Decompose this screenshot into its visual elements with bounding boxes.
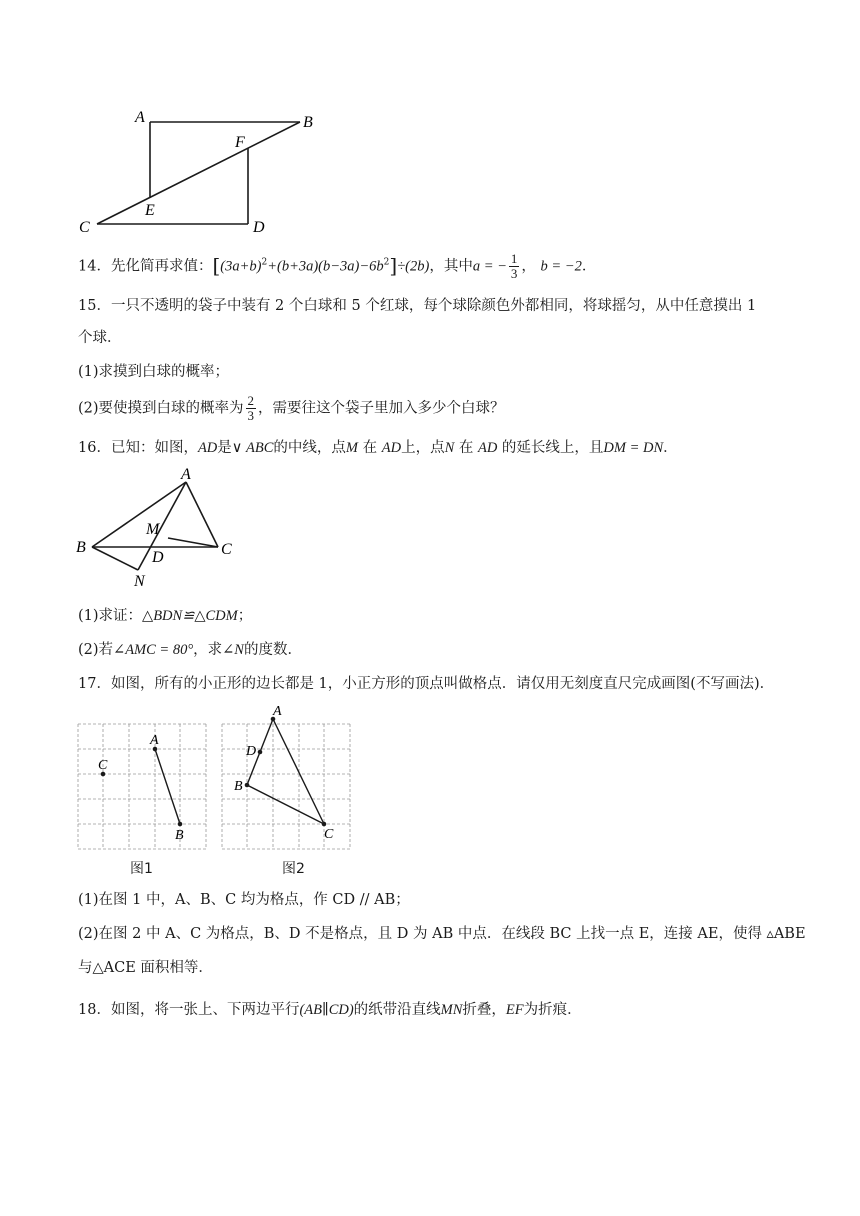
q16-t2: 是 bbox=[217, 440, 232, 456]
q14-end: ． bbox=[581, 258, 597, 275]
label-N: N bbox=[134, 573, 145, 590]
label-A: A bbox=[135, 109, 145, 126]
q16-part2-angle-n: ∠N bbox=[222, 642, 244, 658]
q16-t6: 在 bbox=[362, 440, 378, 456]
label-M: M bbox=[146, 521, 160, 538]
q18-lead: 18．如图，将一张上、下两边平行 bbox=[78, 1002, 300, 1018]
q16-t1: AD bbox=[197, 440, 218, 456]
q16-part2-end: 的度数． bbox=[243, 642, 302, 658]
q14-a-eq: a = − bbox=[472, 258, 507, 275]
q16-t12: 的延长线上，且 bbox=[501, 440, 604, 456]
label-B: B bbox=[303, 114, 313, 131]
q17-part2-line1: (2)在图 2 中 A、C 为格点，B、D 不是格点，且 D 为 AB 中点．在线段 BC 上找一点 E，连接 AE，使得 ▵ABE bbox=[78, 926, 806, 942]
q15-line2: 个球． bbox=[78, 330, 122, 346]
label-A: A bbox=[181, 466, 191, 483]
label-E: E bbox=[145, 202, 155, 219]
label-C: C bbox=[221, 541, 232, 558]
figure-q16 bbox=[72, 468, 242, 590]
q16-t14: ． bbox=[663, 440, 678, 456]
q16-part1-lead: (1)求证： bbox=[78, 608, 143, 624]
q18-mid: 的纸带沿直线 bbox=[353, 1002, 441, 1018]
label-C: C bbox=[324, 827, 334, 842]
q18-end: 为折痕． bbox=[523, 1002, 582, 1018]
q16-part1 bbox=[78, 606, 252, 626]
q14-lead: 先化简再求值： bbox=[110, 258, 213, 275]
q18-ef: EF bbox=[505, 1002, 524, 1018]
label-B: B bbox=[175, 828, 184, 843]
question-14: 14．先化简再求值：$[(3a+b)^2+(b+3a)(b-3a)-6b^2]\div(2b)$，其中a = − $\frac{1}{3}$ ， b = −2． bbox=[78, 251, 597, 281]
fig1-caption: 图1 bbox=[130, 861, 153, 877]
q16-t10: 在 bbox=[458, 440, 474, 456]
q14-expr-a: (3a+b) bbox=[220, 258, 262, 275]
label-C: C bbox=[79, 219, 90, 236]
question-16 bbox=[78, 438, 678, 458]
q16-part2 bbox=[78, 640, 302, 660]
figure-q17-2 bbox=[218, 700, 354, 852]
label-D: D bbox=[253, 219, 265, 236]
q14-exp2: 2 bbox=[383, 257, 390, 268]
figure-q17-1 bbox=[76, 722, 208, 852]
q16-lead: 16．已知：如图， bbox=[78, 440, 198, 456]
q14-expr-div: ÷(2b) bbox=[397, 258, 430, 275]
q16-part1-end: ； bbox=[237, 608, 253, 624]
q16-t13: DM = DN bbox=[603, 440, 664, 456]
label-F: F bbox=[235, 134, 245, 151]
q15-fraction: $\frac{2}{3}$ bbox=[247, 393, 255, 423]
q15-part2-lead: (2)要使摸到白球的概率为 bbox=[78, 400, 244, 417]
q14-exp1: 2 bbox=[261, 257, 268, 268]
q14-comma: ， bbox=[521, 258, 536, 275]
q15-part1: (1)求摸到白球的概率； bbox=[78, 364, 230, 380]
q14-mid: ，其中 bbox=[429, 258, 473, 275]
q16-part2-angle: ∠AMC = 80° bbox=[113, 642, 194, 658]
q14-fraction: $\frac{1}{3}$ bbox=[510, 251, 518, 281]
q16-part2-lead: (2)若 bbox=[78, 642, 114, 658]
q14-number: 14． bbox=[78, 258, 111, 275]
label-B: B bbox=[234, 779, 243, 794]
label-A: A bbox=[273, 704, 282, 719]
label-C: C bbox=[98, 758, 108, 773]
fig2-caption: 图2 bbox=[282, 861, 305, 877]
q16-t4: 的中线，点 bbox=[273, 440, 346, 456]
q17-line1: 17．如图，所有的小正形的边长都是 1，小正方形的顶点叫做格点．请仅用无刻度直尺完成画图(不写画法)． bbox=[78, 676, 775, 692]
label-D: D bbox=[152, 549, 164, 566]
q16-part2-mid: ，求 bbox=[193, 642, 223, 658]
q18-fold: 折叠， bbox=[462, 1002, 506, 1018]
label-D: D bbox=[246, 744, 257, 759]
q16-t3: ∨ ABC bbox=[231, 440, 274, 456]
q16-t9: N bbox=[444, 440, 455, 456]
q16-t5: M bbox=[345, 440, 359, 456]
q15-line1: 15．一只不透明的袋子中装有 2 个白球和 5 个红球，每个球除颜色外都相同，将球摇匀，从中任意摸出 1 bbox=[78, 298, 757, 314]
q18-parallel: (AB∥CD) bbox=[299, 1002, 354, 1018]
figure-q13 bbox=[75, 105, 313, 240]
q15-part2 bbox=[78, 394, 505, 423]
q17-part1: (1)在图 1 中，A、B、C 均为格点，作 CD // AB； bbox=[78, 892, 410, 908]
q16-t11: AD bbox=[477, 440, 498, 456]
q17-part2-line2: 与△ACE 面积相等． bbox=[78, 960, 213, 976]
question-18 bbox=[78, 1000, 582, 1020]
label-B: B bbox=[76, 539, 86, 556]
q15-part2-tail: ，需要往这个袋子里加入多少个白球？ bbox=[258, 400, 505, 417]
q16-part1-expr: △BDN≌△CDM bbox=[142, 608, 238, 624]
q18-mn: MN bbox=[440, 1002, 463, 1018]
q16-t7: AD bbox=[381, 440, 402, 456]
label-A: A bbox=[150, 733, 159, 748]
q14-b-eq: b = −2 bbox=[540, 258, 582, 275]
q16-t8: 上，点 bbox=[401, 440, 445, 456]
q14-expr-b: +(b+3a)(b−3a)−6b bbox=[267, 258, 384, 275]
